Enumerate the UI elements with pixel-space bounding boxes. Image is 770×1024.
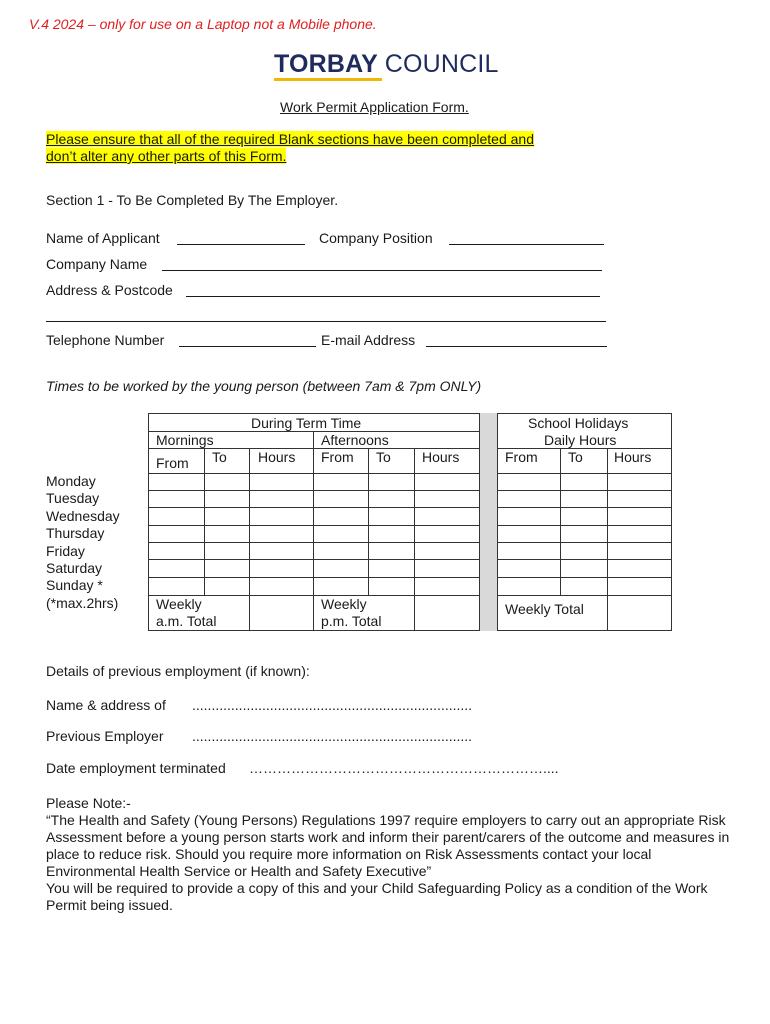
address-postcode-field[interactable] [186,296,600,297]
date-terminated-field[interactable]: ……………………………………………………….... [249,760,559,776]
name-address-label: Name & address of [46,697,166,713]
logo-council: COUNCIL [384,50,499,78]
name-of-applicant-label: Name of Applicant [46,230,160,246]
section-1-heading: Section 1 - To Be Completed By The Employer. [46,192,339,208]
hol-from-header: From [505,449,538,465]
day-label: Friday [46,542,85,559]
day-labels [46,473,120,612]
weekly-pm-label: Weekly [321,596,367,612]
company-position-label: Company Position [319,230,433,246]
am-to-header: To [212,449,227,465]
hol-hours-header: Hours [614,449,652,465]
company-name-label: Company Name [46,256,148,272]
am-from-header: From [156,455,189,471]
weekly-total-label: Weekly Total [505,601,584,617]
form-title: Work Permit Application Form. [280,99,469,115]
address-postcode-field-line-2[interactable] [46,321,606,322]
name-of-applicant-field[interactable] [177,244,305,245]
pm-from-header: From [321,449,354,465]
pm-hours-header: Hours [422,449,460,465]
pm-to-header: To [376,449,391,465]
telephone-field[interactable] [179,346,316,347]
term-time-header: During Term Time [251,415,362,431]
logo-torbay: TORBAY [274,50,378,78]
previous-employment-heading: Details of previous employment (if known): [46,663,310,679]
day-label: (*max.2hrs) [46,594,119,611]
pm-total-label: p.m. Total [321,613,382,629]
warning-line-1: Please ensure that all of the required Blank sections have been completed and [46,131,534,147]
hol-to-header: To [568,449,583,465]
previous-employer-field[interactable]: ........................................................................ [192,728,473,744]
weekly-am-label: Weekly [156,596,202,612]
warning-line-2: don’t alter any other parts of this Form. [46,148,287,164]
company-name-field[interactable] [162,270,602,271]
email-label: E-mail Address [321,332,416,348]
note-body-2: You will be required to provide a copy of this and your Child Safeguarding Policy as a condition of the Work Permit being issued. [46,880,708,913]
day-label: Monday [46,473,96,489]
name-address-field[interactable]: ........................................................................ [192,697,473,713]
previous-employer-label: Previous Employer [46,728,164,744]
table-separator [480,413,497,631]
daily-hours-header: Daily Hours [544,432,617,448]
day-label: Thursday [46,525,105,542]
logo-underline [274,78,382,81]
council-logo [274,50,499,79]
day-label: Saturday [46,560,103,577]
please-note [46,795,736,914]
day-label: Wednesday [46,507,120,524]
company-position-field[interactable] [449,244,604,245]
am-total-label: a.m. Total [156,613,217,629]
day-label: Sunday * [46,577,103,594]
am-hours-header: Hours [258,449,296,465]
date-terminated-label: Date employment terminated [46,760,226,776]
day-label: Tuesday [46,490,100,507]
afternoons-header: Afternoons [321,432,389,448]
version-note: V.4 2024 – only for use on a Laptop not a Mobile phone. [29,16,377,32]
times-heading: Times to be worked by the young person (between 7am & 7pm ONLY) [46,378,482,394]
telephone-label: Telephone Number [46,332,165,348]
note-heading: Please Note:- [46,795,131,811]
mornings-header: Mornings [156,432,214,448]
note-body: “The Health and Safety (Young Persons) Regulations 1997 require employers to carry out an appropriate Risk Assessment before a young person starts work and inform their parent/carers of the outcome and measures in place to reduce risk. Should you require more information on Risk Assessments contact your local Environmental Health Service or Health and Safety Executive” [46,812,730,879]
email-field[interactable] [426,346,607,347]
address-postcode-label: Address & Postcode [46,282,173,298]
warning-notice [46,131,534,165]
school-holidays-header: School Holidays [528,415,629,431]
